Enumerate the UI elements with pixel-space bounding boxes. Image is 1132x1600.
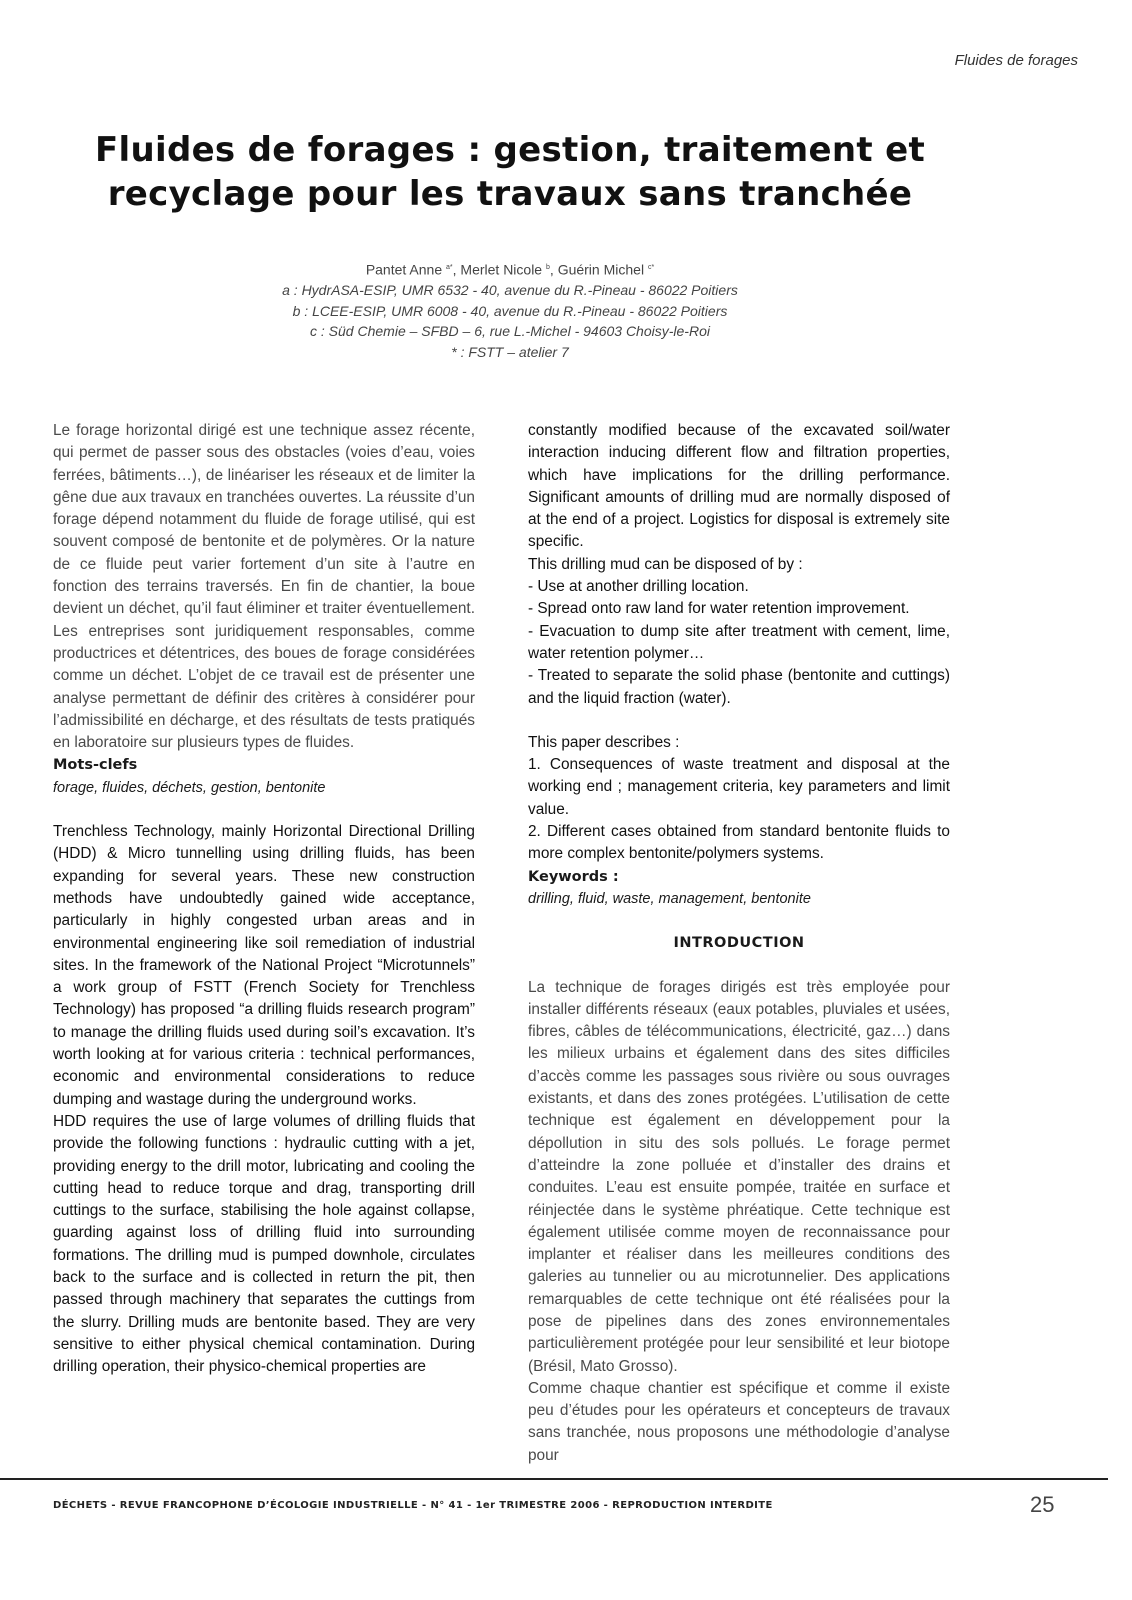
page-number: 25 xyxy=(1030,1492,1055,1517)
author-affiliation-mark: b xyxy=(546,264,550,271)
disposal-intro: This drilling mud can be disposed of by : xyxy=(528,555,803,573)
article-title xyxy=(60,128,960,216)
describes-item: 2. Different cases obtained from standard bentonite fluids to more complex bentonite/polymers systems. xyxy=(528,823,950,863)
author-name: Merlet Nicole xyxy=(460,261,543,278)
introduction-paragraph-1: La technique de forages dirigés est très employée pour installer différents réseaux (eaux potables, pluviales et usées, fibres, câbles de télécommunications, électricité, gaz…) dans les milieux urbains et également dans des sites difficiles d’accès comme les passages sous rivière ou sous ouvrages existants, et dans des zones protégées. L’utilisation de cette technique est également en développement pour la dépollution in situ des sols pollués. Le forage permet d’atteindre la zone polluée et d’installer des drains et conduites. L’eau est ensuite pompée, traitée en surface et réinjectée dans le système phréatique. Cette technique est également utilisée comme moyen de reconnaissance pour implanter et réaliser dans les meilleures conditions des galeries au tunnelier ou au microtunnelier. Des applications remarquables de cette technique ont été réalisées pour la pose de pipelines dans des zones environnementales particulièrement protégée pour leur sensibilité et leur biotope (Brésil, Mato Grosso). xyxy=(528,978,950,1375)
footer-rule xyxy=(0,1478,1108,1480)
abstract-paragraph-2: HDD requires the use of large volumes of drilling fluids that provide the following functions : hydraulic cutting with a jet, providing energy to the drill motor, lubricating and cooling the cutting head to reduce torque and drag, transporting drill cuttings to the surface, stabilising the hole against collapse, guarding against loss of drilling fluid into surrounding formations. The drilling mud is pumped downhole, circulates back to the surface and is collected in return the pit, then passed through machinery that separates the cuttings from the slurry. Drilling muds are bentonite based. They are very sensitive to either physical chemical contamination. During drilling operation, their physico-chemical properties are xyxy=(53,1112,475,1376)
disposal-item: - Use at another drilling location. xyxy=(528,578,749,596)
affiliation-star: * : FSTT – atelier 7 xyxy=(451,343,569,360)
section-heading-introduction: INTRODUCTION xyxy=(673,935,805,952)
mots-clefs-label: Mots-clefs xyxy=(53,757,138,774)
describes-item: 1. Consequences of waste treatment and disposal at the working end ; management criteria, key parameters and limit value. xyxy=(528,756,950,818)
affiliation-c: c : Süd Chemie – SFBD – 6, rue L.-Michel - 94603 Choisy-le-Roi xyxy=(310,323,710,340)
author-affiliation-mark: c* xyxy=(647,264,655,271)
author-name: Guérin Michel xyxy=(557,261,645,278)
disposal-item: - Treated to separate the solid phase (bentonite and cuttings) and the liquid fraction (water). xyxy=(528,667,950,707)
introduction-paragraph-2: Comme chaque chantier est spécifique et comme il existe peu d’études pour les opérateurs et concepteurs de travaux sans tranchée, nous proposons une méthodologie d’analyse pour xyxy=(528,1379,950,1464)
title-line-1: Fluides de forages : gestion, traitement et xyxy=(95,130,925,170)
affiliation-b: b : LCEE-ESIP, UMR 6008 - 40, avenue du R.-Pineau - 86022 Poitiers xyxy=(292,302,728,319)
disposal-item: - Spread onto raw land for water retention improvement. xyxy=(528,600,910,618)
title-line-2: recyclage pour les travaux sans tranchée xyxy=(107,174,913,214)
authors-block xyxy=(200,258,820,362)
author-name: Pantet Anne xyxy=(365,261,443,278)
left-column xyxy=(53,420,475,1378)
abstract-continuation: constantly modified because of the excavated soil/water interaction inducing different flow and filtration properties, which have implications for the drilling performance. Significant amounts of drilling mud are normally disposed of at the end of a project. Logistics for disposal is extremely site specific. xyxy=(528,422,950,551)
running-head: Fluides de forages xyxy=(954,52,1078,69)
author-affiliation-mark: a* xyxy=(446,264,453,271)
disposal-item: - Evacuation to dump site after treatment with cement, lime, water retention polymer… xyxy=(528,622,950,662)
mots-clefs: forage, fluides, déchets, gestion, bentonite xyxy=(53,779,326,796)
describes-intro: This paper describes : xyxy=(528,733,680,751)
author-names: Pantet Anne $^{a*}$, Merlet Nicole $^b$, Guérin Michel $^{c*}$ xyxy=(365,261,655,278)
keywords: drilling, fluid, waste, management, bentonite xyxy=(528,890,811,907)
keywords-label: Keywords : xyxy=(528,868,619,885)
right-column xyxy=(528,420,950,1467)
journal-footer: DÉCHETS - REVUE FRANCOPHONE D’ÉCOLOGIE INDUSTRIELLE - N° 41 - 1er TRIMESTRE 2006 - REPRODUCTION INTERDITE xyxy=(53,1500,773,1511)
resume-paragraph: Le forage horizontal dirigé est une technique assez récente, qui permet de passer sous des obstacles (voies d’eau, voies ferrées, bâtiments…), de linéariser les réseaux et de limiter la gêne due aux travaux en tranchées ouvertes. La réussite d’un forage dépend notamment du fluide de forage utilisé, qui est souvent composé de bentonite et de polymères. Or la nature de ce fluide peut varier fortement d’un site à l’autre en fonction des terrains traversés. En fin de chantier, la boue devient un déchet, qu’il faut éliminer et traiter éventuellement. Les entreprises sont juridiquement responsables, comme productrices et détentrices, des boues de forage considérées comme un déchet. L’objet de ce travail est de présenter une analyse permettant de définir des critères à considérer pour l’admissibilité en décharge, et des résultats de tests pratiqués en laboratoire sur plusieurs types de fluides. xyxy=(53,422,475,752)
abstract-paragraph-1: Trenchless Technology, mainly Horizontal Directional Drilling (HDD) & Micro tunnelling using drilling fluids, has been expanding for several years. These new construction methods have undoubtedly gained wide acceptance, particularly in highly congested urban areas and in environmental engineering like soil remediation of industrial sites. In the framework of the National Project “Microtunnels” a work group of FSTT (French Society for Trenchless Technology) has proposed “a drilling fluids research program” to manage the drilling fluids used during soil’s excavation. It’s worth looking at for various criteria : technical performances, economic and environmental considerations to reduce dumping and wastage during the underground works. xyxy=(53,823,475,1108)
affiliation-a: a : HydrASA-ESIP, UMR 6532 - 40, avenue du R.-Pineau - 86022 Poitiers xyxy=(282,282,738,299)
